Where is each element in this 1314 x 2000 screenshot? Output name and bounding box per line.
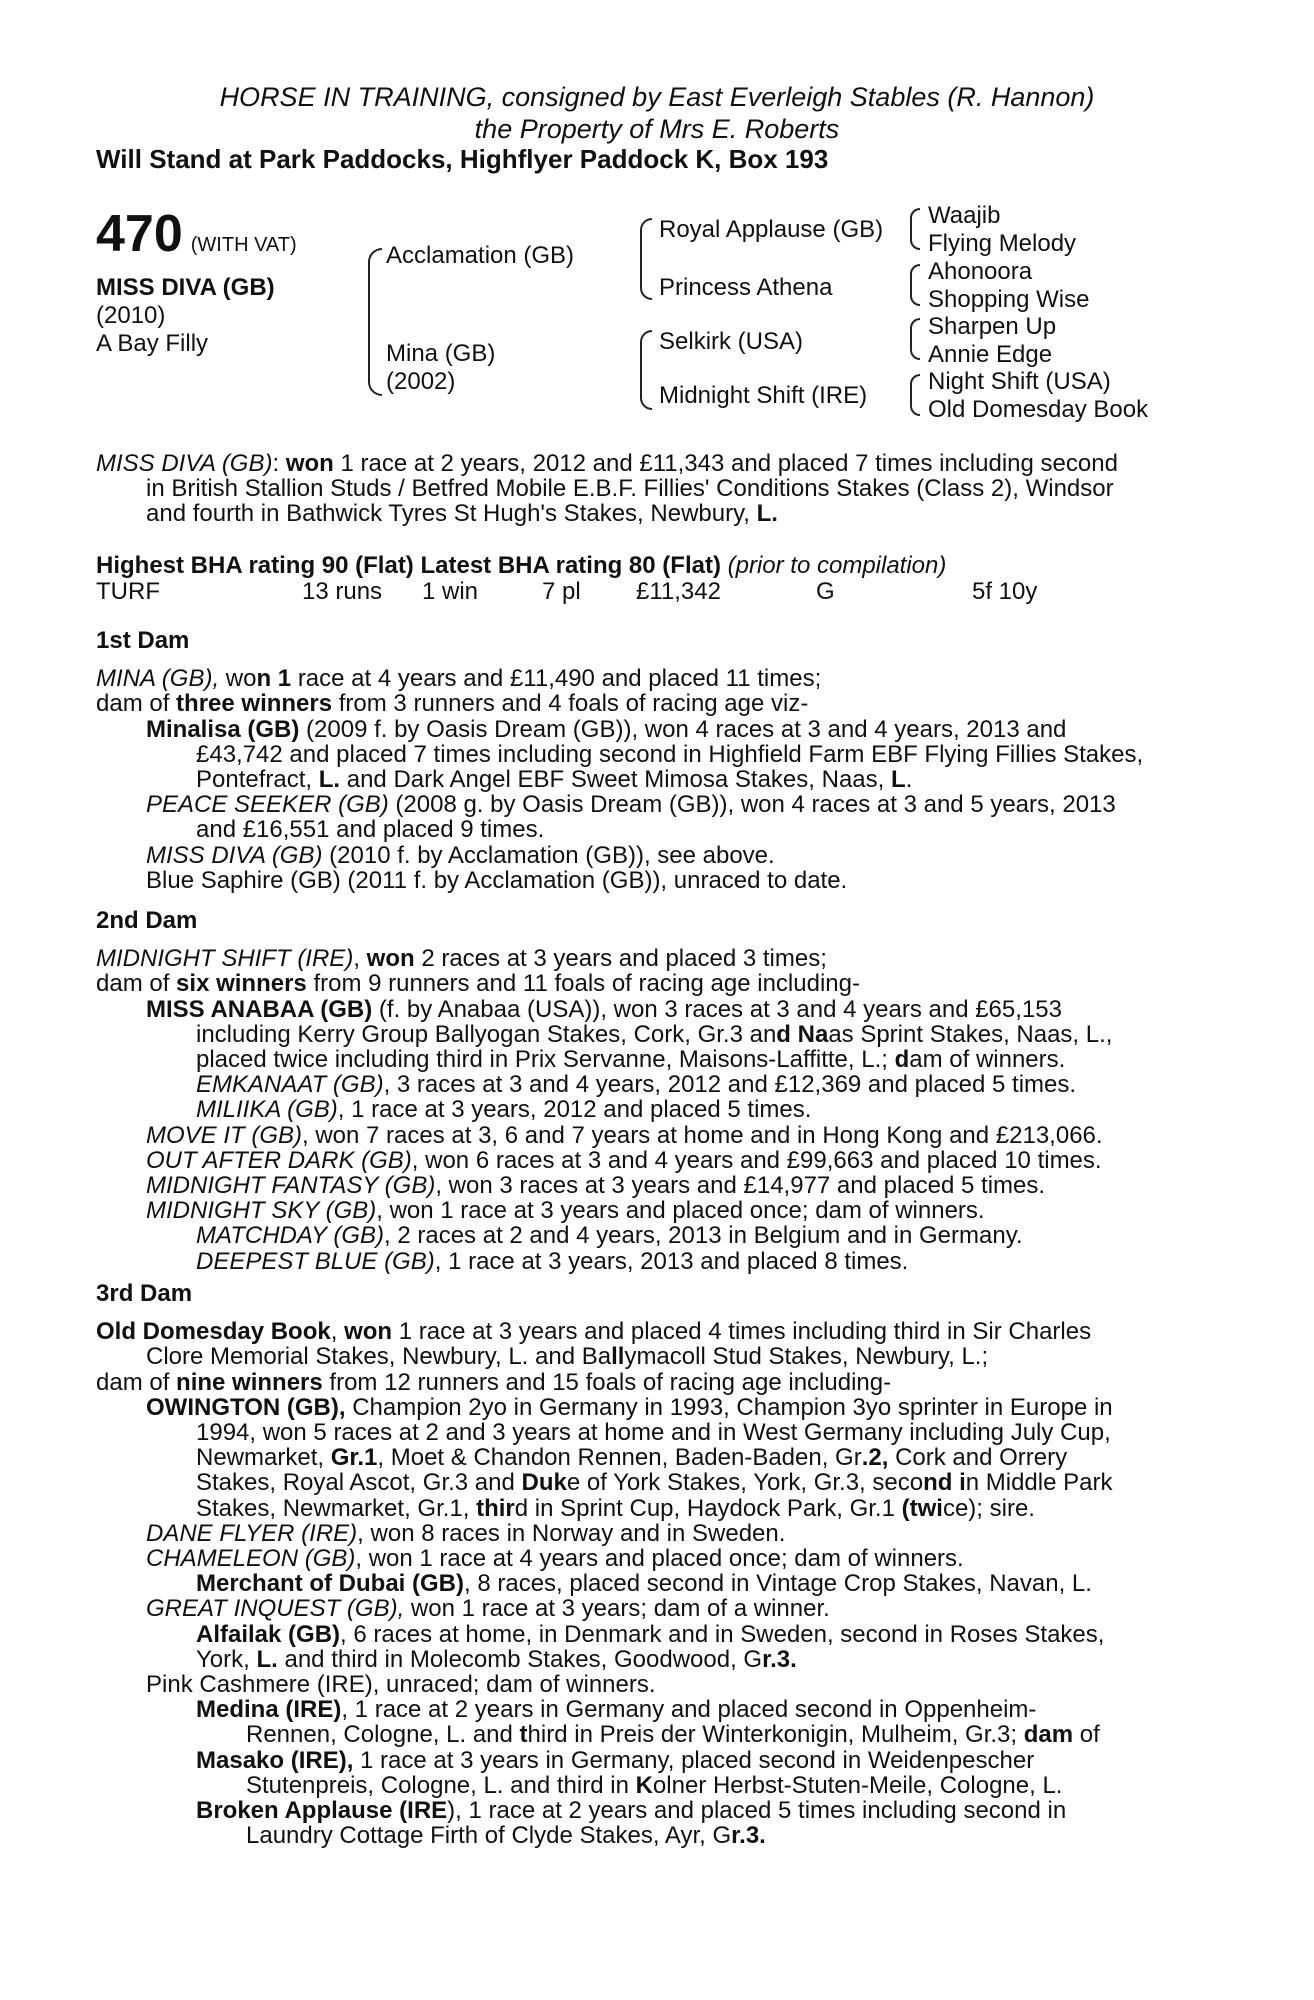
dam2-line: OUT AFTER DARK (GB), won 6 races at 3 and 4 years and £99,663 and placed 10 times.: [146, 1146, 1102, 1174]
dam3-line: Merchant of Dubai (GB), 8 races, placed second in Vintage Crop Stakes, Navan, L.: [196, 1570, 1092, 1598]
consignor-line: HORSE IN TRAINING, consigned by East Everleigh Stables (R. Hannon): [219, 82, 1095, 112]
dam3-line: Alfailak (GB), 6 races at home, in Denmark and in Sweden, second in Roses Stakes,: [196, 1620, 1105, 1648]
brace-3c: [910, 318, 920, 360]
dam2-line: MIDNIGHT FANTASY (GB), won 3 races at 3 years and £14,977 and placed 5 times.: [146, 1172, 1046, 1199]
sire-sire: Royal Applause (GB): [659, 216, 884, 243]
dam3-line: Stakes, Royal Ascot, Gr.3 and Duke of York Stakes, York, Gr.3, second in Middle Park: [196, 1469, 1113, 1497]
summary-line-2: in British Stallion Studs / Betfred Mobile E.B.F. Fillies' Conditions Stakes (Class 2), Windsor: [146, 475, 1114, 502]
dam2-line: MIDNIGHT SHIFT (IRE), won 2 races at 3 years and placed 3 times;: [96, 945, 827, 973]
dam3-line: Masako (IRE), 1 race at 3 years in Germany, placed second in Weidenpescher: [196, 1746, 1035, 1774]
dam1-line: dam of three winners from 3 runners and 4 foals of racing age viz-: [96, 690, 809, 718]
dam1-line: PEACE SEEKER (GB) (2008 g. by Oasis Dream (GB)), won 4 races at 3 and 5 years, 2013: [146, 791, 1116, 819]
dam-year: (2002): [386, 368, 456, 395]
dam3-line: OWINGTON (GB), Champion 2yo in Germany in 1993, Champion 3yo sprinter in Europe in: [146, 1393, 1113, 1421]
g6: Annie Edge: [928, 341, 1053, 368]
dam3-line: Stutenpreis, Cologne, L. and third in Kolner Herbst-Stuten-Meile, Cologne, L.: [246, 1771, 1063, 1799]
horse-description: A Bay Filly: [96, 330, 209, 357]
dam2-heading: 2nd Dam: [96, 907, 198, 934]
sire-dam: Princess Athena: [659, 274, 833, 301]
dam1-line: MISS DIVA (GB) (2010 f. by Acclamation (GB)), see above.: [146, 841, 775, 869]
brace-3d: [910, 374, 920, 416]
g7: Night Shift (USA): [928, 368, 1111, 395]
dam3-line: Broken Applause (IRE), 1 race at 2 years and placed 5 times including second in: [196, 1797, 1067, 1824]
dam3-heading: 3rd Dam: [96, 1280, 193, 1307]
dam2-line: MILIIKA (GB), 1 race at 3 years, 2012 and placed 5 times.: [196, 1096, 812, 1124]
dam2-line: MIDNIGHT SKY (GB), won 1 race at 3 years and placed once; dam of winners.: [146, 1197, 985, 1225]
g2: Flying Melody: [928, 230, 1077, 257]
dam3-line: Stakes, Newmarket, Gr.1, third in Sprint Cup, Haydock Park, Gr.1 (twice); sire.: [196, 1494, 1035, 1522]
brace-1: [368, 248, 382, 396]
dam1-line: MINA (GB), won 1 race at 4 years and £11,490 and placed 11 times;: [96, 665, 822, 693]
dam2-line: including Kerry Group Ballyogan Stakes, Cork, Gr.3 and Naas Sprint Stakes, Naas, L.,: [196, 1020, 1113, 1048]
dam2-line: dam of six winners from 9 runners and 11 foals of racing age including-: [96, 970, 860, 998]
dam-dam: Midnight Shift (IRE): [659, 382, 868, 409]
rating-line: Highest BHA rating 90 (Flat) Latest BHA rating 80 (Flat) (prior to compilation): [96, 552, 947, 579]
turf-record: TURF 13 runs 1 win 7 pl £11,342 G 5f 10y: [96, 578, 1038, 605]
stand-location: Will Stand at Park Paddocks, Highflyer Paddock K, Box 193: [96, 144, 829, 174]
property-line: the Property of Mrs E. Roberts: [474, 114, 840, 144]
dam2-line: MISS ANABAA (GB) (f. by Anabaa (USA)), won 3 races at 3 and 4 years and £65,153: [146, 995, 1062, 1023]
horse-name: MISS DIVA (GB): [96, 274, 275, 301]
dam1-line: Pontefract, L. and Dark Angel EBF Sweet Mimosa Stakes, Naas, L.: [196, 766, 913, 793]
g8: Old Domesday Book: [928, 396, 1149, 423]
dam3-line: 1994, won 5 races at 2 and 3 years at home and in West Germany including July Cup,: [196, 1419, 1111, 1446]
dam2-line: EMKANAAT (GB), 3 races at 3 and 4 years, 2012 and £12,369 and placed 5 times.: [196, 1071, 1077, 1099]
horse-year: (2010): [96, 302, 166, 329]
vat-note: (WITH VAT): [190, 234, 297, 256]
brace-2b: [640, 330, 652, 410]
dam3-line: Old Domesday Book, won 1 race at 3 years and placed 4 times including third in Sir Charles: [96, 1318, 1092, 1346]
dam2-line: MOVE IT (GB), won 7 races at 3, 6 and 7 years at home and in Hong Kong and £213,066.: [146, 1121, 1103, 1149]
dam3-line: Medina (IRE), 1 race at 2 years in Germany and placed second in Oppenheim-: [196, 1696, 1037, 1724]
dam3-line: Laundry Cottage Firth of Clyde Stakes, Ayr, Gr.3.: [246, 1822, 766, 1850]
summary-line-1: MISS DIVA (GB): won 1 race at 2 years, 2012 and £11,343 and placed 7 times including second: [96, 450, 1118, 477]
dam2-line: DEEPEST BLUE (GB), 1 race at 3 years, 2013 and placed 8 times.: [196, 1247, 909, 1275]
dam2-line: MATCHDAY (GB), 2 races at 2 and 4 years, 2013 in Belgium and in Germany.: [196, 1222, 1023, 1250]
dam3-line: Rennen, Cologne, L. and third in Preis der Winterkonigin, Mulheim, Gr.3; dam of: [246, 1721, 1100, 1749]
dam3-line: Pink Cashmere (IRE), unraced; dam of winners.: [146, 1671, 656, 1698]
dam3-line: GREAT INQUEST (GB), won 1 race at 3 years; dam of a winner.: [146, 1595, 830, 1623]
dam1-line: and £16,551 and placed 9 times.: [196, 816, 545, 844]
dam3-line: Clore Memorial Stakes, Newbury, L. and Ballymacoll Stud Stakes, Newbury, L.;: [146, 1343, 989, 1371]
g3: Ahonoora: [928, 258, 1033, 285]
brace-3a: [910, 208, 920, 250]
g1: Waajib: [928, 202, 1001, 229]
summary-line-3: and fourth in Bathwick Tyres St Hugh's Stakes, Newbury, L.: [146, 500, 778, 527]
lot-info: [96, 204, 297, 264]
brace-3b: [910, 264, 920, 306]
dam1-line: Blue Saphire (GB) (2011 f. by Acclamation (GB)), unraced to date.: [146, 866, 848, 894]
dam1-heading: 1st Dam: [96, 627, 190, 654]
dam3-line: CHAMELEON (GB), won 1 race at 4 years and placed once; dam of winners.: [146, 1545, 964, 1572]
dam3-line: Newmarket, Gr.1, Moet & Chandon Rennen, Baden-Baden, Gr.2, Cork and Orrery: [196, 1444, 1068, 1472]
dam: Mina (GB): [386, 340, 496, 367]
dam3-line: dam of nine winners from 12 runners and 15 foals of racing age including-: [96, 1368, 892, 1396]
g4: Shopping Wise: [928, 286, 1090, 313]
brace-2a: [640, 218, 652, 300]
lot-number: 470: [96, 205, 183, 263]
dam1-line: £43,742 and placed 7 times including second in Highfield Farm EBF Flying Fillies Stakes,: [196, 740, 1144, 768]
sire: Acclamation (GB): [386, 242, 575, 269]
dam3-line: York, L. and third in Molecomb Stakes, Goodwood, Gr.3.: [196, 1645, 797, 1673]
dam3-line: DANE FLYER (IRE), won 8 races in Norway and in Sweden.: [146, 1519, 786, 1547]
dam2-line: placed twice including third in Prix Servanne, Maisons-Laffitte, L.; dam of winners.: [196, 1046, 1066, 1073]
dam1-line: Minalisa (GB) (2009 f. by Oasis Dream (GB)), won 4 races at 3 and 4 years, 2013 and: [146, 715, 1067, 743]
dam-sire: Selkirk (USA): [659, 328, 804, 355]
g5: Sharpen Up: [928, 313, 1057, 340]
